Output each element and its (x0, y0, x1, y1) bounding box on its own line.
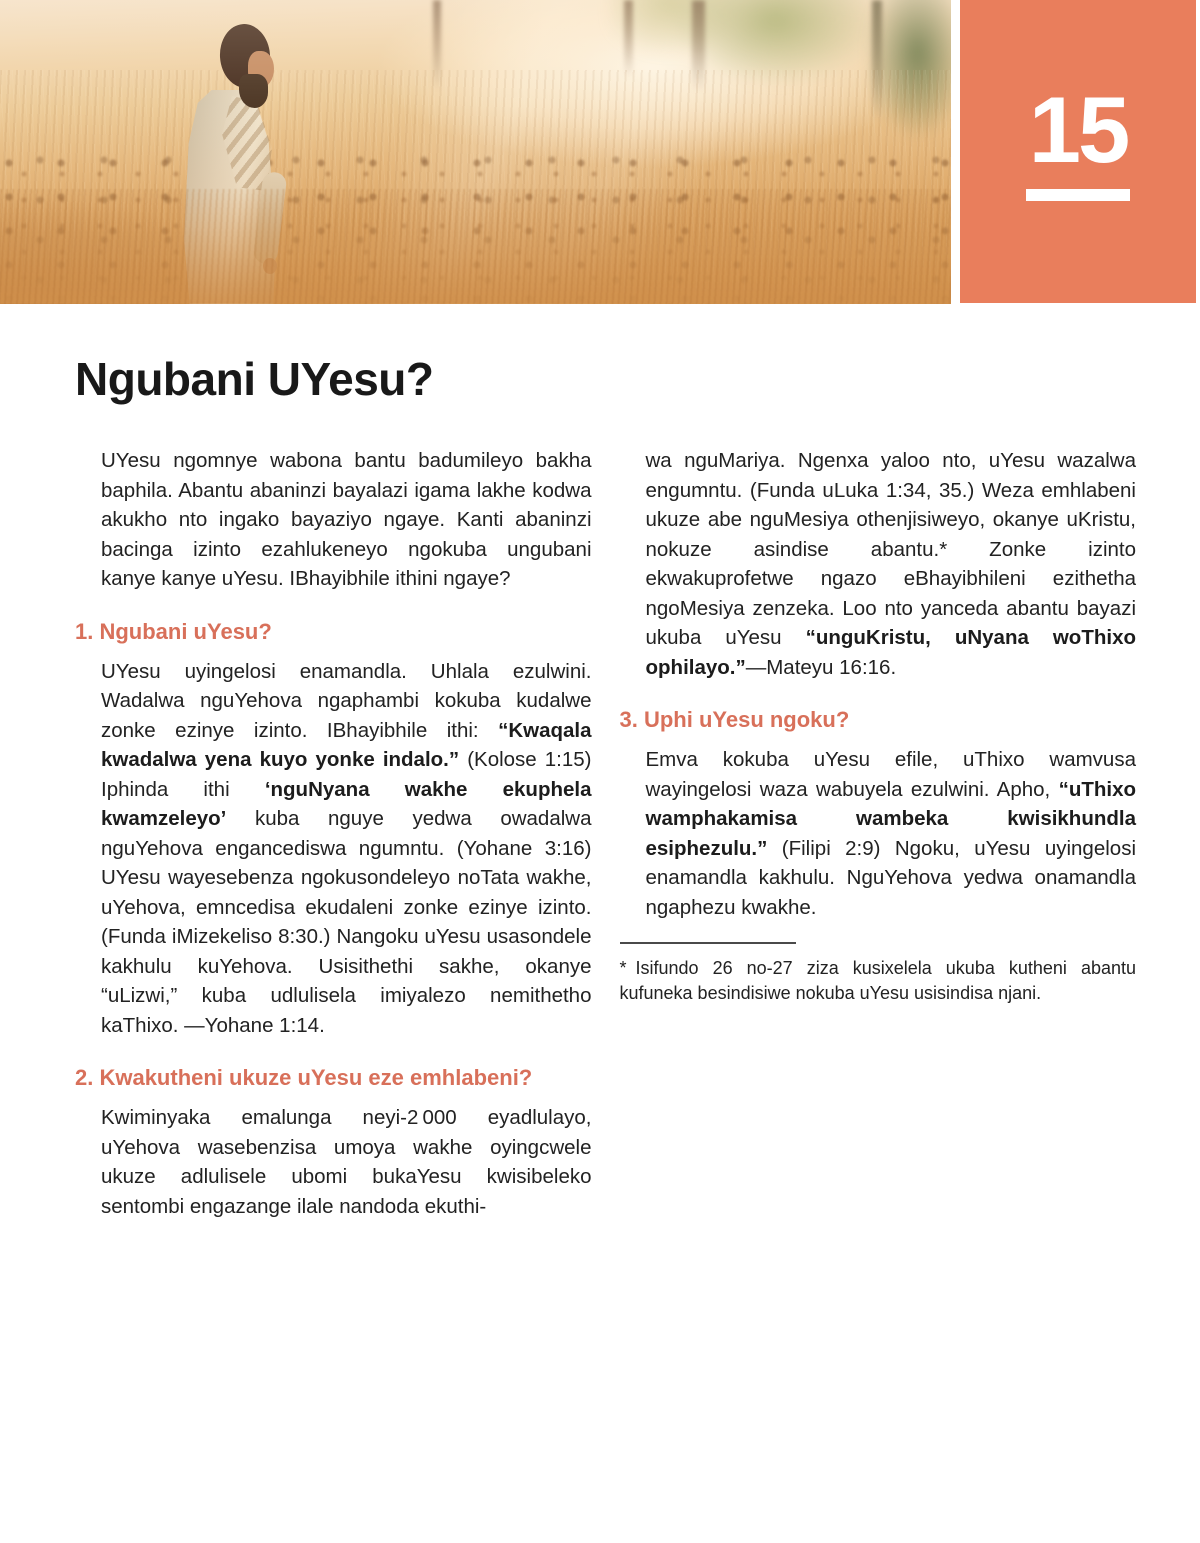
right-column (620, 446, 1137, 1221)
section-3-heading: 3. Uphi uYesu ngoku? (619, 707, 850, 732)
section-1-paragraph: UYesu uyingelosi enamandla. Uhlala ezulwini. Wadalwa nguYehova ngaphambi kokuba kudalwe zonke ezinye izinto. IBhayibhile ithi: “Kwaqala kwadalwa yena kuyo yonke indalo.” (Kolose 1:15) Iphinda ithi ‘nguNyana wakhe ekuphela kwamzeleyo’ kuba nguye yedwa owadalwa nguYehova engancediswa ngumntu. (Yohane 3:16) UYesu wayesebenza ngokusondeleyo noTata wakhe, uYehova, emncedisa ekudaleni zonke ezinye izinto. (Funda iMizekeliso 8:30.) Nangoku uYesu usasondele kakhulu kuYehova. Usisithethi sakhe, okanye “uLizwi,” kuba udlulisela imiyalezo nemithetho kaThixo. —Yohane 1:14. (101, 659, 592, 1037)
footnote-separator (620, 942, 796, 944)
intro-paragraph: UYesu ngomnye wabona bantu badumileyo bakha baphila. Abantu abaninzi bayalazi igama lakhe kodwa akukho nto ingako bayaziyo ngaye. Kanti abaninzi bacinga izinto ezahlukeneyo ngokuba ungubani kanye kanye uYesu. IBhayibhile ithini ngaye? (101, 449, 592, 590)
section-2-paragraph: Kwiminyaka emalunga neyi-2 000 eyadlulayo, uYehova wasebenzisa umoya wakhe oyingcwele ukuze adlulisele ubomi bukaYesu kwisibeleko sentombi engazange ilale nandoda ekuthi- (101, 1106, 592, 1218)
section-1-heading: 1. Ngubani uYesu? (75, 618, 272, 644)
page-content (75, 352, 1136, 1221)
two-column-text (75, 446, 1136, 1221)
hero-image (0, 0, 951, 304)
section-2-paragraph-continued: wa nguMariya. Ngenxa yaloo nto, uYesu wazalwa engumntu. (Funda uLuka 1:34, 35.) Weza emhlabeni ukuze abe nguMesiya othenjisiweyo, okanye uKristu, nokuze asindise abantu.* Zonke izinto ekwakuprofetwe ngazo eBhayibhileni ezithetha ngoMesiya zenzeka. Loo nto yanceda abantu bayazi ukuba uYesu “unguKristu, uNyana woThixo ophilayo.”—Mateyu 16:16. (645, 449, 1136, 679)
chapter-number-underline (1026, 189, 1130, 201)
chapter-number: 15 (1028, 77, 1128, 182)
chapter-number-badge (960, 0, 1196, 303)
page-title: Ngubani UYesu? (75, 353, 434, 405)
foreground-grass (0, 189, 951, 304)
section-2-heading: 2. Kwakutheni ukuze uYesu eze emhlabeni? (75, 1065, 533, 1090)
footnote: * Isifundo 26 no-27 ziza kusixelela ukuba kutheni abantu kufuneka besindisiwe nokuba uYesu usisindisa njani. (619, 958, 1136, 1003)
left-column (75, 446, 592, 1221)
section-3-paragraph: Emva kokuba uYesu efile, uThixo wamvusa wayingelosi waza wabuyela ezulwini. Apho, “uThixo wamphakamisa wambeka kwisikhundla esiphezulu.” (Filipi 2:9) Ngoku, uYesu uyingelosi enamandla kakhulu. NguYehova yedwa onamandla ngaphezu kwakhe. (645, 748, 1136, 919)
